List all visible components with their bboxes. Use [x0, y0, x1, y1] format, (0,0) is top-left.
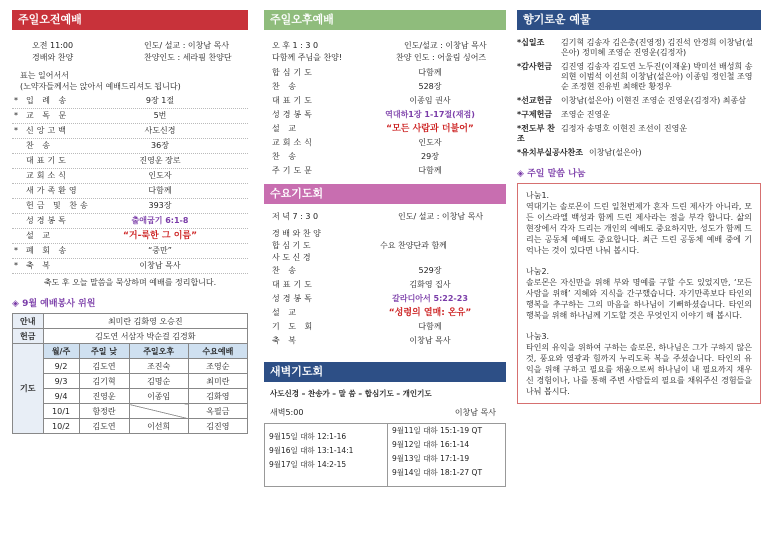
morning-column [12, 10, 248, 434]
wednesday-order-row [264, 320, 506, 334]
duty-cell: 김도연 [79, 359, 129, 374]
wednesday-title: 수요기도회 [264, 184, 506, 204]
morning-order-label: 새가족환영 [26, 186, 80, 195]
wednesday-order-row [264, 264, 506, 278]
sharing-paragraph-1: 나눔1. 역대기는 솔로몬이 드린 일천번제가 혼자 드린 제사가 아니라, 모든 이스라엘 백성과 함께 드린 제사라는 점을 부각 합니다. 삶의 현장에서 각자 드리는 개인의 예배도 중요하지만, 성도가 함께 드리는 공동체 예배도 중요합니다. 최근 드린 공동체 예배 중에 기억나는 것이 있다면 나눠 봅시다. [526, 191, 752, 255]
offering-names: 조영순 진영운 [561, 110, 610, 119]
dawn-time: 새벽5:00 [270, 408, 304, 417]
duty-cell: 함정란 [79, 404, 129, 419]
offering-label: *선교헌금 [517, 96, 553, 105]
sharing-box [517, 183, 761, 404]
morning-order-row [12, 259, 248, 274]
morning-closing: 축도 후 오늘 말씀을 묵상하며 예배를 정리합니다. [43, 278, 217, 287]
afternoon-order-row [264, 136, 506, 150]
afternoon-time: 오 후 1 : 3 0 [272, 41, 319, 50]
offering-label: *십일조 [517, 38, 545, 47]
sharing-paragraph-2: 나눔2. 솔로몬은 자신만을 위해 부와 명예를 구할 수도 있었지만, ‘모든 사람을 위해’ 지혜와 지식을 간구했습니다. 자기만족보다 타인의 행복을 추구하는 그의 마음을 하나님이 기뻐하셨습니다. 타인의 행복을 위해 하나님께 기도할 것은 무엇인지 이야기 해 봅시다. [526, 267, 752, 320]
duty-cell: 김진영 [188, 419, 247, 434]
duty-row [13, 359, 248, 374]
dawn-leader: 이창남 목사 [454, 408, 496, 417]
dawn-info [264, 407, 506, 421]
duty-header-cell: 월/주 [43, 344, 79, 359]
duty-cell: 김화영 [188, 389, 247, 404]
duty-cell [129, 404, 188, 419]
morning-order-value: 9장 1절 [145, 96, 175, 105]
wednesday-order-label: 설 교 [272, 308, 299, 317]
duty-cell: 조영순 [188, 359, 247, 374]
duty-cell: 김명순 [129, 374, 188, 389]
wednesday-order-label: 찬 송 [272, 266, 299, 275]
morning-order-label: 교회소식 [26, 171, 69, 180]
wednesday-order-label: 성경봉독 [272, 294, 315, 303]
afternoon-order-row [264, 94, 506, 108]
afternoon-order-row [264, 80, 506, 94]
afternoon-order-label: 성경봉독 [272, 110, 315, 119]
morning-order-value: “중만” [148, 246, 172, 255]
duty-offering: 김도연 서삼자 박순걸 김경화 [43, 329, 247, 344]
afternoon-order-value: 인도자 [418, 138, 442, 147]
wednesday-order-value: 이창남 목사 [409, 336, 451, 345]
duty-cell: 최미란 [188, 374, 247, 389]
morning-info [12, 40, 248, 66]
duty-cell: 9/3 [43, 374, 79, 389]
wednesday-order-list [264, 264, 506, 348]
wednesday-order-row [264, 306, 506, 320]
offering-row [517, 62, 757, 92]
morning-order-star: * [14, 96, 18, 105]
morning-order-row [12, 169, 248, 184]
wednesday-info [264, 210, 506, 224]
dawn-left-3: 9월17일 대하 14:2-15 [269, 460, 347, 469]
duty-header-cell: 주일오후 [129, 344, 188, 359]
duty-header-cell: 주일 낮 [79, 344, 129, 359]
morning-order-row [12, 184, 248, 199]
offering-names: 김기혁 김송자 김은총(진영정) 김진석 안경희 이창남(설은아) 정미혜 조영순 진영운(김정자) [561, 38, 754, 57]
duty-cell: 9/2 [43, 359, 79, 374]
duty-cell: 9/4 [43, 389, 79, 404]
duty-row [13, 404, 248, 419]
afternoon-order-row [264, 108, 506, 122]
offerings-column [517, 10, 761, 404]
morning-order-label: 헌금 및 찬송 [26, 201, 91, 210]
duty-title: ◈ 9월 예배봉사 위원 [12, 299, 96, 309]
morning-order-value: 사도신경 [144, 126, 176, 135]
offering-names: 김정자 송명호 이현진 조선이 진영운 [561, 124, 688, 133]
morning-order-row [12, 154, 248, 169]
morning-order-value: 출애굽기 6:1-8 [131, 216, 189, 225]
morning-praise-lead: 찬양인도 : 세라핌 찬양단 [144, 53, 232, 62]
duty-header-cell: 수요예배 [188, 344, 247, 359]
morning-order-star: * [14, 126, 18, 135]
morning-order-label: 폐 회 송 [26, 246, 70, 255]
duty-prayer-label: 기도 [13, 344, 44, 434]
afternoon-column [264, 10, 506, 487]
afternoon-order-row [264, 122, 506, 136]
wednesday-praise-1: 경 배 와 찬 양 [272, 229, 321, 238]
afternoon-leader: 인도/설교 : 이창남 목사 [404, 41, 487, 50]
morning-order-value: 36장 [151, 141, 169, 150]
wednesday-praise-value: 수요 찬양단과 함께 [380, 241, 447, 250]
morning-order-value: 다함께 [148, 186, 172, 195]
duty-cell: 10/2 [43, 419, 79, 434]
afternoon-order-label: 주기도문 [272, 166, 315, 175]
morning-order-star: * [14, 111, 18, 120]
afternoon-order-label: 합심기도 [272, 68, 315, 77]
duty-cell: 김기혁 [79, 374, 129, 389]
afternoon-info [264, 40, 506, 66]
wednesday-order-label: 기 도 회 [272, 322, 316, 331]
morning-order-label: 교 독 문 [26, 111, 70, 120]
morning-order-list [12, 94, 248, 274]
duty-cell: 김도연 [79, 419, 129, 434]
dawn-order: 사도신경 – 찬송가 – 말 씀 – 합심기도 – 개인기도 [270, 389, 432, 398]
morning-order-row [12, 229, 248, 244]
dawn-right-3: 9월13일 대하 17:1-19 [392, 454, 470, 463]
wednesday-praise-group [264, 228, 506, 264]
morning-order-value: 5번 [153, 111, 167, 120]
offering-row [517, 38, 757, 58]
duty-guide-label: 안내 [13, 314, 44, 329]
duty-cell: 조진숙 [129, 359, 188, 374]
sharing-paragraph-3: 나눔3. 타인의 유익을 위하여 구하는 솔로몬, 하나님은 그가 구하지 않은 것, 풍요와 영광과 힘까지 누리도록 복을 주셨습니다. 타인의 유익을 위해 구하고 필요를 채움으로써 하나님이 내 필요까지 채우신 경험이나, 나를 통해 주변 사람들의 필요를 채워주신 경험들을 나눠 봅시다. [526, 332, 752, 396]
morning-time: 오전 11:00 [32, 41, 74, 50]
duty-cell: 이종임 [129, 389, 188, 404]
wednesday-order-value: 갈라디아서 5:22-23 [392, 294, 468, 303]
afternoon-title: 주일오후예배 [264, 10, 506, 30]
wednesday-order-label: 대표기도 [272, 280, 315, 289]
dawn-schedule-right [388, 424, 505, 486]
morning-order-value: 이창남 목사 [139, 261, 181, 270]
duty-cell: 진영운 [79, 389, 129, 404]
dawn-right-2: 9월12일 대하 16:1-14 [392, 440, 470, 449]
dawn-schedule [264, 423, 506, 487]
dawn-left-2: 9월16일 대하 13:1-14:1 [269, 446, 354, 455]
wednesday-order-row [264, 292, 506, 306]
dawn-left-1: 9월15일 대하 12:1-16 [269, 432, 347, 441]
duty-offering-label: 헌금 [13, 329, 44, 344]
morning-order-row [12, 109, 248, 124]
offering-label: *감사헌금 [517, 62, 553, 71]
afternoon-order-value: 이종임 권사 [409, 96, 451, 105]
afternoon-praise: 다함께 주님을 찬양! [272, 53, 343, 62]
offering-label: *전도부 찬조 [517, 124, 555, 143]
morning-order-row [12, 244, 248, 259]
afternoon-order-value: “모든 사람과 더불어” [386, 124, 474, 134]
afternoon-praise-lead: 찬양 인도 : 어울림 싱어즈 [396, 53, 487, 62]
dawn-schedule-left [265, 424, 388, 486]
afternoon-order-list [264, 66, 506, 178]
morning-order-row [12, 199, 248, 214]
offering-names: 이창남(설은아) 이현진 조영순 진영운(김정자) 최종삼 [561, 96, 746, 105]
morning-order-row [12, 94, 248, 109]
dawn-title: 새벽기도회 [264, 362, 506, 382]
morning-order-star: * [14, 261, 18, 270]
duty-row [13, 419, 248, 434]
dawn-right-4: 9월14일 대하 18:1-27 QT [392, 468, 483, 477]
afternoon-order-label: 교회소식 [272, 138, 315, 147]
morning-order-value: “거-룩한 그 이름” [123, 231, 197, 241]
morning-order-label: 축 복 [26, 261, 53, 270]
afternoon-order-label: 찬 송 [272, 152, 299, 161]
afternoon-order-row [264, 150, 506, 164]
afternoon-order-value: 528장 [418, 82, 442, 91]
sharing-title: ◈ 주일 말씀 나눔 [517, 169, 586, 179]
morning-order-label: 찬 송 [26, 141, 53, 150]
morning-order-value: 진영운 장로 [139, 156, 181, 165]
afternoon-order-label: 설 교 [272, 124, 299, 133]
offering-row [517, 110, 757, 120]
wednesday-order-value: 529장 [418, 266, 442, 275]
morning-order-value: 393장 [148, 201, 172, 210]
sharing-title-text: 주일 말씀 나눔 [527, 169, 586, 179]
duty-guide: 최미란 김화영 오승진 [43, 314, 247, 329]
morning-notice: 표는 일어서서 (노약자들께서는 앉아서 예배드리셔도 됩니다) [20, 71, 181, 91]
offering-row [517, 124, 757, 144]
wednesday-leader: 인도/ 설교 : 이창남 목사 [398, 212, 484, 221]
morning-order-label: 신앙고백 [26, 126, 69, 135]
afternoon-order-row [264, 66, 506, 80]
wednesday-order-value: “성령의 열매: 온유” [388, 308, 472, 318]
duty-row [13, 374, 248, 389]
wednesday-praise-3: 사 도 신 경 [272, 253, 311, 262]
duty-row [13, 389, 248, 404]
morning-order-row [12, 139, 248, 154]
dawn-right-1: 9월11일 대하 15:1-19 QT [392, 426, 483, 435]
offering-row [517, 148, 757, 158]
wednesday-order-row [264, 278, 506, 292]
morning-order-row [12, 214, 248, 229]
morning-leader: 인도/ 설교 : 이창남 목사 [144, 41, 230, 50]
duty-cell: 옥필금 [188, 404, 247, 419]
offering-row [517, 96, 757, 106]
wednesday-order-value: 다함께 [418, 322, 442, 331]
morning-praise: 경배와 찬양 [32, 53, 74, 62]
morning-order-label: 성경봉독 [26, 216, 69, 225]
afternoon-order-label: 대표기도 [272, 96, 315, 105]
morning-order-label: 설 교 [26, 231, 53, 240]
duty-cell: 이선희 [129, 419, 188, 434]
afternoon-order-value: 29장 [421, 152, 439, 161]
offering-label: *유치부실공사찬조 [517, 148, 584, 157]
offering-names: 이창남(설은아) [589, 148, 642, 157]
duty-cell: 10/1 [43, 404, 79, 419]
offering-names: 김진영 김송자 김도연 노두진(이재윤) 박미선 배성희 송의현 이범석 이선희 이창남(설은아) 이종임 정인철 조영순 조정현 진유빈 최해란 황정우 [561, 62, 753, 91]
wednesday-praise-2: 합 심 기 도 [272, 241, 311, 250]
offerings-list [517, 38, 761, 158]
afternoon-order-row [264, 164, 506, 178]
morning-order-label: 입 례 송 [26, 96, 70, 105]
morning-title: 주일오전예배 [12, 10, 248, 30]
afternoon-order-label: 찬 송 [272, 82, 299, 91]
afternoon-order-value: 다함께 [418, 166, 442, 175]
wednesday-order-label: 축 복 [272, 336, 299, 345]
afternoon-order-value: 다함께 [418, 68, 442, 77]
morning-order-label: 대표기도 [26, 156, 69, 165]
morning-order-value: 인도자 [148, 171, 172, 180]
offerings-title: 향기로운 예물 [517, 10, 761, 30]
wednesday-time: 저 녁 7 : 3 0 [272, 212, 319, 221]
wednesday-order-value: 김화영 집사 [409, 280, 451, 289]
offering-label: *구제헌금 [517, 110, 553, 119]
wednesday-order-row [264, 334, 506, 348]
morning-order-row [12, 124, 248, 139]
morning-order-star: * [14, 246, 18, 255]
duty-title-text: 9월 예배봉사 위원 [22, 299, 96, 309]
duty-table [12, 313, 248, 434]
afternoon-order-value: 역대하1장 1-17절(재점) [385, 110, 475, 119]
